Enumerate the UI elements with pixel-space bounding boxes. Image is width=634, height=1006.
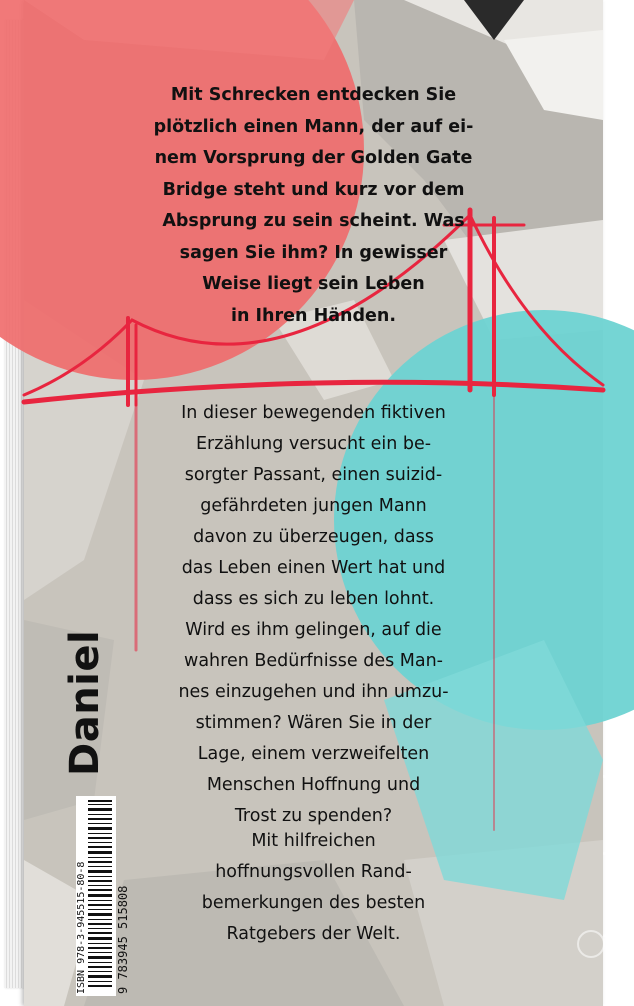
blurb-line: nem Vorsprung der Golden Gate [154, 148, 473, 168]
blurb-line: gefährdeten jungen Mann [200, 496, 427, 516]
blurb-line: Wird es ihm gelingen, auf die [185, 620, 442, 640]
blurb-line: wahren Bedürfnisse des Man- [184, 651, 443, 671]
blurb-line: dass es sich zu leben lohnt. [192, 589, 435, 609]
isbn-label: ISBN 978-3-945515-80-8 [76, 861, 87, 994]
blurb-line: Trost zu spenden? [234, 806, 393, 826]
blurb-line: nes einzugehen und ihn umzu- [178, 682, 449, 702]
blurb-line: Erzählung versucht ein be- [195, 434, 432, 454]
blurb-line: In dieser bewegenden fiktiven [181, 403, 446, 423]
blurb-line: Absprung zu sein scheint. Was [162, 211, 465, 231]
blurb-line: sorgter Passant, einen suizid- [184, 465, 443, 485]
blurb-line: Ratgebers der Welt. [226, 924, 401, 944]
blurb-description [24, 398, 603, 832]
blurb-line: bemerkungen des besten [201, 893, 426, 913]
blurb-line: sagen Sie ihm? In gewisser [179, 242, 448, 263]
blurb-line: Bridge steht und kurz vor dem [162, 179, 465, 200]
blurb-line: in Ihren Händen. [231, 305, 396, 326]
book-back-cover [24, 0, 634, 1006]
blurb-line: Lage, einem verzweifelten [197, 744, 430, 764]
blurb-line: stimmen? Wären Sie in der [195, 713, 432, 733]
blurb-line: Menschen Hoffnung und [206, 775, 421, 795]
blurb-teaser [24, 80, 603, 332]
isbn-digits: 9 783945 515808 [116, 885, 130, 994]
publisher-logo: Daniel [62, 629, 108, 776]
blurb-line: davon zu überzeugen, dass [193, 527, 434, 547]
blurb-line: Weise liegt sein Leben [202, 274, 425, 294]
blurb-line: plötzlich einen Mann, der auf ei- [153, 116, 474, 137]
blurb-line: das Leben einen Wert hat und [181, 558, 446, 578]
blurb-line: Mit hilfreichen [251, 831, 376, 851]
blurb-line: Mit Schrecken entdecken Sie [170, 85, 457, 105]
blurb-line: hoffnungsvollen Rand- [215, 862, 412, 882]
watermark: leseplatz.de [599, 752, 634, 940]
